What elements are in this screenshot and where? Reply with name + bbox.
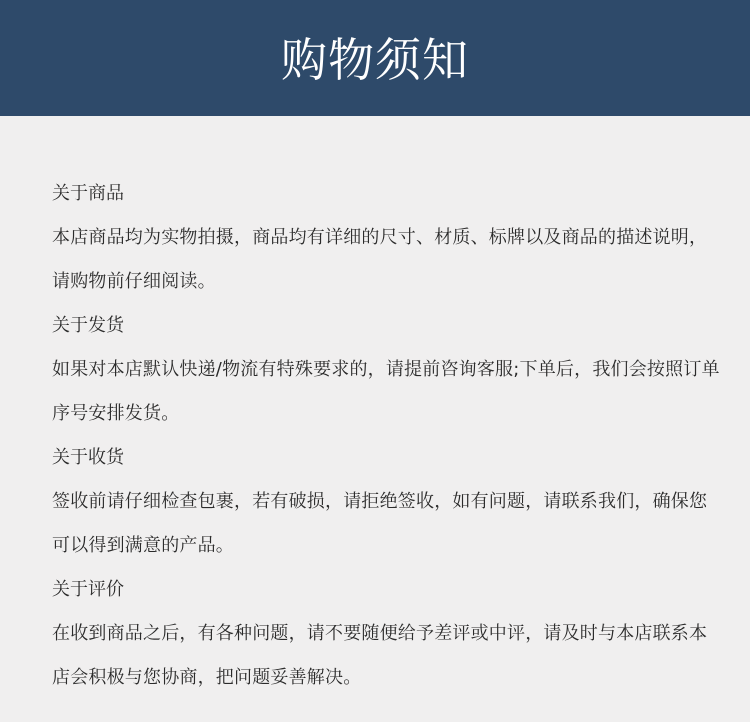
notice-content	[0, 116, 750, 722]
section-heading-products: 关于商品	[52, 183, 124, 204]
section-body-reviews: 在收到商品之后，有各种问题，请不要随便给予差评或中评，请及时与本店联系本店会积极与您协商，把问题妥善解决。	[52, 623, 708, 688]
section-reviews	[52, 568, 722, 700]
section-body-receiving: 签收前请仔细检查包裹，若有破损，请拒绝签收，如有问题，请联系我们，确保您可以得到满意的产品。	[52, 491, 708, 556]
section-body-products: 本店商品均为实物拍摄，商品均有详细的尺寸、材质、标牌以及商品的描述说明，请购物前仔细阅读。	[52, 227, 708, 292]
header-banner	[0, 0, 750, 116]
page-title: 购物须知	[281, 33, 469, 87]
section-body-shipping: 如果对本店默认快递/物流有特殊要求的，请提前咨询客服;下单后，我们会按照订单序号安排发货。	[52, 359, 720, 424]
section-products	[52, 172, 722, 304]
section-receiving	[52, 436, 722, 568]
section-heading-reviews: 关于评价	[52, 579, 124, 600]
section-heading-shipping: 关于发货	[52, 315, 124, 336]
section-shipping	[52, 304, 722, 436]
section-heading-receiving: 关于收货	[52, 447, 124, 468]
